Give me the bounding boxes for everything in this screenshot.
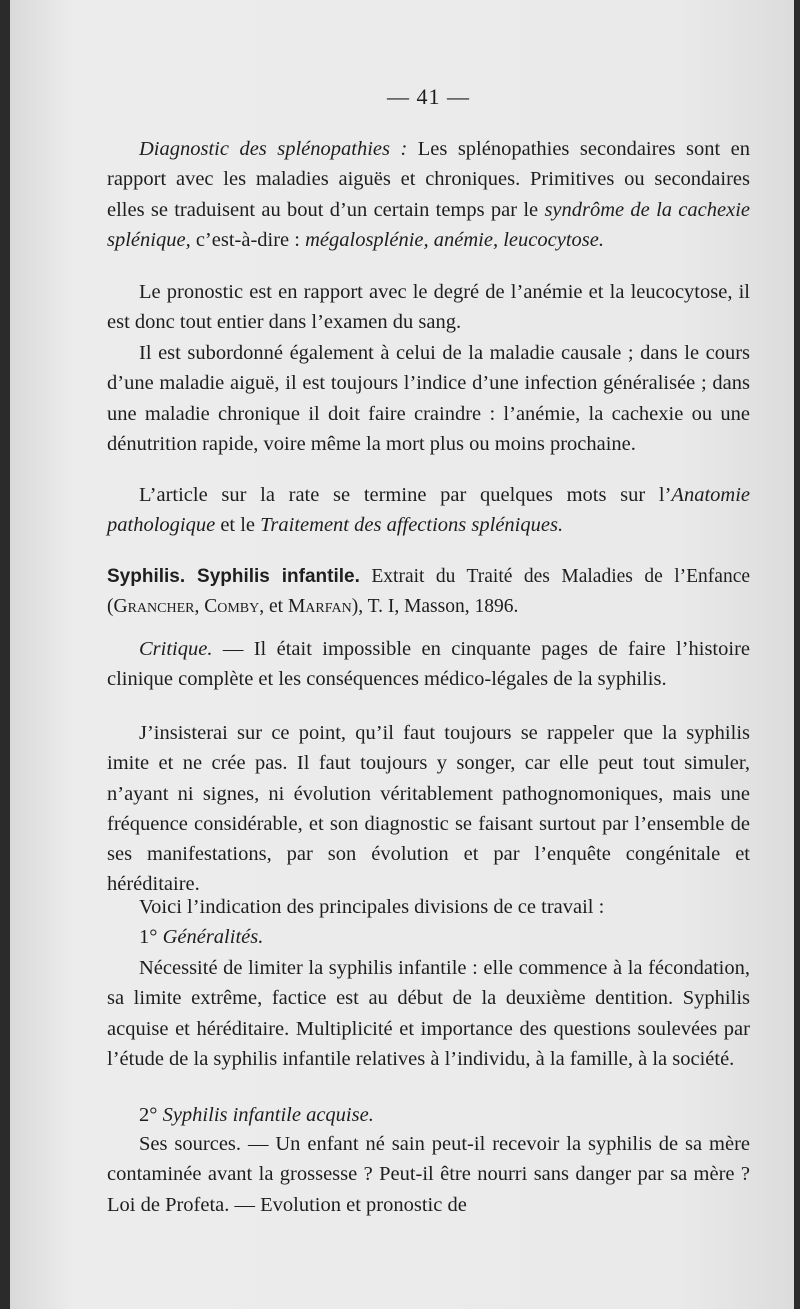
italic-heading: Diagnostic des splénopathies :	[139, 138, 408, 160]
paragraph-sources: Ses sources. — Un enfant né sain peut-il recevoir la syphilis de sa mère contaminée avant la grossesse ? Peut-il être nourri sans danger par sa mère ? Loi de Profeta. — Evolution et pronostic de	[107, 1133, 750, 1216]
reference-title: Syphilis. Syphilis infantile.	[107, 566, 360, 587]
paragraph-article: L’article sur la rate se termine par quelques mots sur l’Anatomie pathologique et le Traitement des affections spléniques.	[107, 484, 750, 537]
paragraph-insisterai: J’insisterai sur ce point, qu’il faut toujours se rappeler que la syphilis imite et ne crée pas. Il faut toujours y songer, car elle peut tout simuler, n’ayant ni signes, ni évolution véritablement pathognomoniques, mais une fréquence considérable, et son diagnostic se faisant surtout par l’ensemble de ses manifestations, par son évolution et par l’enquête congénitale et héréditaire.	[107, 722, 750, 896]
section-heading-acquise: 2° Syphilis infantile acquise.	[139, 1104, 374, 1126]
paragraph-pronostic: Le pronostic est en rapport avec le degré de l’anémie et la leucocytose, il est donc tout entier dans l’examen du sang.	[107, 281, 750, 334]
book-page	[10, 0, 794, 1309]
paragraph-necessite: Nécessité de limiter la syphilis infantile : elle commence à la fécondation, sa limite extrême, factice est au début de la deuxième dentition. Syphilis acquise et héréditaire. Multiplicité et importance des questions soulevées par l’étude de la syphilis infantile relatives à l’individu, à la famille, à la société.	[107, 957, 750, 1070]
paragraph-subordonne: Il est subordonné également à celui de la maladie causale ; dans le cours d’une maladie aiguë, il est toujours l’indice d’une infection généralisée ; dans une maladie chronique il doit faire craindre : l’anémie, la cachexie ou une dénutrition rapide, voire même la mort plus ou moins prochaine.	[107, 342, 750, 455]
section-heading-generalites: 1° Généralités.	[139, 926, 264, 948]
paragraph-diagnostic: Diagnostic des splénopathies : Les splénopathies secondaires sont en rapport avec les maladies aiguës et chroniques. Primitives ou secondaires elles se traduisent au bout d’un certain temps par le syndrôme de la cachexie splénique, c’est-à-dire : mégalosplénie, anémie, leucocytose.	[107, 138, 750, 251]
paragraph-voici: Voici l’indication des principales divisions de ce travail :	[139, 896, 605, 918]
bibliographic-reference: Syphilis. Syphilis infantile. Extrait du Traité des Maladies de l’Enfance (Grancher, Comby, et Marfan), T. I, Masson, 1896.	[107, 566, 751, 617]
page-number: — 41 —	[387, 84, 470, 109]
paragraph-critique: Critique. — Il était impossible en cinquante pages de faire l’histoire clinique complète et les conséquences médico-légales de la syphilis.	[107, 638, 750, 691]
